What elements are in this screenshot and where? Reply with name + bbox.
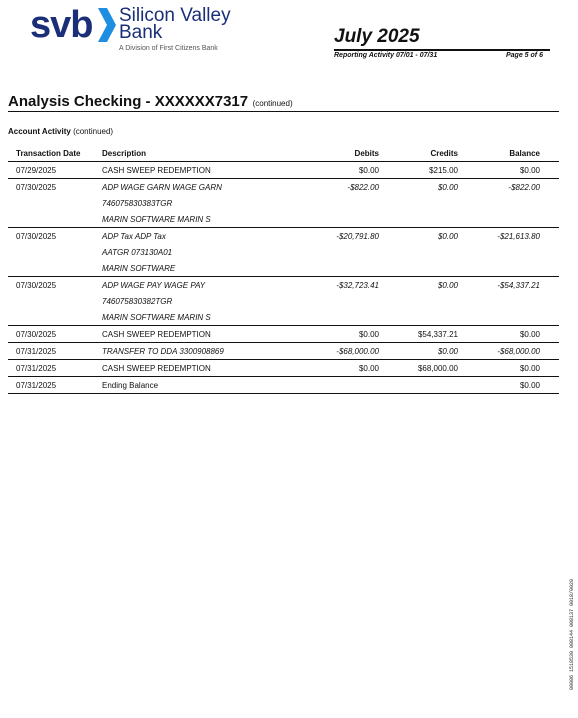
- column-header-date: Transaction Date: [16, 149, 81, 158]
- transaction-description: ADP Tax ADP Tax: [102, 232, 166, 241]
- transaction-credit: $0.00: [437, 232, 458, 241]
- transaction-credit: $0.00: [437, 281, 458, 290]
- row-line: [8, 377, 559, 393]
- transactions-table: [8, 162, 559, 394]
- statement-period: July 2025: [334, 26, 420, 47]
- transaction-description: Ending Balance: [102, 381, 159, 390]
- transaction-balance: $0.00: [519, 364, 540, 373]
- table-row: [8, 343, 559, 360]
- row-line: [8, 293, 559, 309]
- table-row: [8, 277, 559, 326]
- row-line: [8, 244, 559, 260]
- transaction-balance: -$68,000.00: [497, 347, 540, 356]
- table-row: [8, 162, 559, 179]
- transaction-balance: $0.00: [519, 166, 540, 175]
- logo-name-line2: Bank: [119, 22, 163, 43]
- account-title-suffix: (continued): [252, 99, 293, 108]
- column-header-debits: Debits: [354, 149, 379, 158]
- side-code-text: 00086 1518530 008144 008137 0018/0020: [569, 578, 575, 690]
- row-line: [8, 195, 559, 211]
- transaction-description: MARIN SOFTWARE MARIN S: [102, 215, 211, 224]
- column-header-credits: Credits: [430, 149, 458, 158]
- transaction-date: 07/30/2025: [16, 281, 57, 290]
- transaction-credit: $215.00: [429, 166, 458, 175]
- logo-mark: svb: [30, 4, 93, 46]
- column-header-description: Description: [102, 149, 147, 158]
- transaction-credit: $0.00: [437, 183, 458, 192]
- transaction-debit: -$822.00: [347, 183, 379, 192]
- page-number: Page 5 of 6: [506, 52, 543, 59]
- section-title-text: Account Activity: [8, 127, 71, 136]
- transaction-date: 07/31/2025: [16, 381, 57, 390]
- transaction-description: CASH SWEEP REDEMPTION: [102, 330, 211, 339]
- transaction-balance: -$21,613.80: [497, 232, 540, 241]
- transaction-balance: -$54,337.21: [497, 281, 540, 290]
- table-row: [8, 360, 559, 377]
- logo-division: A Division of First Citizens Bank: [119, 45, 218, 52]
- transaction-debit: $0.00: [358, 364, 379, 373]
- table-row: [8, 377, 559, 394]
- row-line: [8, 360, 559, 376]
- table-header: [8, 146, 559, 162]
- transaction-date: 07/30/2025: [16, 232, 57, 241]
- transaction-date: 07/30/2025: [16, 183, 57, 192]
- row-line: [8, 179, 559, 195]
- transaction-date: 07/30/2025: [16, 330, 57, 339]
- title-divider: [8, 111, 559, 112]
- side-code: [569, 560, 577, 690]
- logo-bank-name: [119, 7, 259, 41]
- reporting-activity: Reporting Activity 07/01 - 07/31: [334, 52, 438, 59]
- row-line: [8, 309, 559, 325]
- account-title-text: Analysis Checking - XXXXXX7317: [8, 93, 249, 110]
- transaction-debit: $0.00: [358, 166, 379, 175]
- logo-name-line1: Silicon Valley: [119, 5, 231, 26]
- transaction-credit: $0.00: [437, 347, 458, 356]
- transaction-date: 07/31/2025: [16, 347, 57, 356]
- transaction-description: MARIN SOFTWARE: [102, 264, 176, 273]
- transaction-debit: -$68,000.00: [336, 347, 379, 356]
- transaction-credit: $68,000.00: [417, 364, 458, 373]
- chevron-logo-icon: [96, 8, 116, 42]
- transaction-debit: $0.00: [358, 330, 379, 339]
- row-line: [8, 162, 559, 178]
- section-title-suffix: (continued): [73, 127, 114, 136]
- row-line: [8, 228, 559, 244]
- row-line: [8, 277, 559, 293]
- period-divider: [334, 49, 550, 51]
- row-line: [8, 260, 559, 276]
- transaction-description: ADP WAGE PAY WAGE PAY: [102, 281, 206, 290]
- account-title: [8, 93, 293, 111]
- transaction-description: CASH SWEEP REDEMPTION: [102, 364, 211, 373]
- transaction-description: ADP WAGE GARN WAGE GARN: [102, 183, 222, 192]
- row-line: [8, 326, 559, 342]
- transaction-balance: -$822.00: [508, 183, 540, 192]
- table-row: [8, 228, 559, 277]
- transaction-description: TRANSFER TO DDA 3300908869: [102, 347, 224, 356]
- table-row: [8, 179, 559, 228]
- transaction-credit: $54,337.21: [417, 330, 458, 339]
- row-line: [8, 343, 559, 359]
- transaction-date: 07/29/2025: [16, 166, 57, 175]
- column-header-balance: Balance: [509, 149, 540, 158]
- transaction-description: MARIN SOFTWARE MARIN S: [102, 313, 211, 322]
- transaction-description: CASH SWEEP REDEMPTION: [102, 166, 211, 175]
- transaction-debit: -$32,723.41: [336, 281, 379, 290]
- transaction-balance: $0.00: [519, 330, 540, 339]
- row-line: [8, 211, 559, 227]
- table-row: [8, 326, 559, 343]
- transaction-debit: -$20,791.80: [336, 232, 379, 241]
- transaction-description: 746075830382TGR: [102, 297, 173, 306]
- transaction-date: 07/31/2025: [16, 364, 57, 373]
- transaction-balance: $0.00: [519, 381, 540, 390]
- transaction-description: 746075830383TGR: [102, 199, 173, 208]
- section-title: [8, 127, 113, 136]
- transaction-description: AATGR 073130A01: [102, 248, 173, 257]
